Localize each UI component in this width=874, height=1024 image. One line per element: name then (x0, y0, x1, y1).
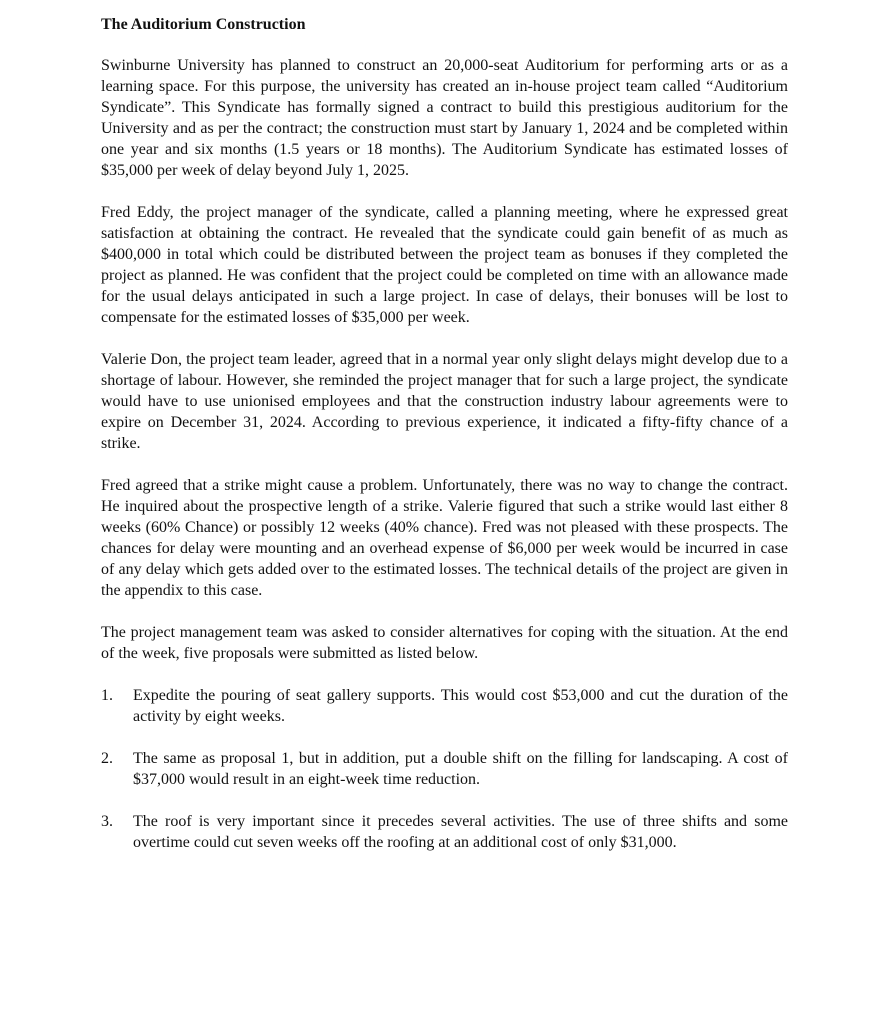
proposal-number: 3. (101, 813, 113, 830)
proposal-text: The same as proposal 1, but in addition, put a double shift on the filling for landscaping. A cost of $37,000 would result in an eight-week time reduction. (133, 750, 788, 788)
proposal-text: Expedite the pouring of seat gallery supports. This would cost $53,000 and cut the duration of the activity by eight weeks. (133, 687, 788, 725)
list-item (101, 748, 788, 790)
paragraph-labour-agreements: Valerie Don, the project team leader, agreed that in a normal year only slight delays might develop due to a shortage of labour. However, she reminded the project manager that for such a large project, the syndicate would have to use unionised employees and that the construction industry labour agreements were to expire on December 31, 2024. According to previous experience, it indicated a fifty-fifty chance of a strike. (101, 351, 788, 452)
proposal-number: 1. (101, 687, 113, 704)
proposal-list (101, 685, 788, 853)
paragraph-planning-meeting: Fred Eddy, the project manager of the syndicate, called a planning meeting, where he expressed great satisfaction at obtaining the contract. He revealed that the syndicate could gain benefit of as much as $400,000 in total which could be distributed between the project team as bonuses if they completed the project as planned. He was confident that the project could be completed on time with an allowance made for the usual delays anticipated in such a large project. In case of delays, their bonuses will be lost to compensate for the estimated losses of $35,000 per week. (101, 204, 788, 326)
list-item (101, 685, 788, 727)
paragraph-introduction: Swinburne University has planned to construct an 20,000-seat Auditorium for performing arts or as a learning space. For this purpose, the university has created an in-house project team called “Auditorium Syndicate”. This Syndicate has formally signed a contract to build this prestigious auditorium for the University and as per the contract; the construction must start by January 1, 2024 and be completed within one year and six months (1.5 years or 18 months). The Auditorium Syndicate has estimated losses of $35,000 per week of delay beyond July 1, 2025. (101, 57, 788, 179)
proposal-number: 2. (101, 750, 113, 767)
paragraph-proposals-intro: The project management team was asked to consider alternatives for coping with the situation. At the end of the week, five proposals were submitted as listed below. (101, 624, 788, 662)
document-title: The Auditorium Construction (101, 16, 306, 33)
proposal-text: The roof is very important since it precedes several activities. The use of three shifts and some overtime could cut seven weeks off the roofing at an additional cost of only $31,000. (133, 813, 788, 851)
paragraph-strike-risk: Fred agreed that a strike might cause a problem. Unfortunately, there was no way to change the contract. He inquired about the prospective length of a strike. Valerie figured that such a strike would last either 8 weeks (60% Chance) or possibly 12 weeks (40% chance). Fred was not pleased with these prospects. The chances for delay were mounting and an overhead expense of $6,000 per week would be incurred in case of any delay which gets added over to the estimated losses. The technical details of the project are given in the appendix to this case. (101, 477, 788, 599)
list-item (101, 811, 788, 853)
